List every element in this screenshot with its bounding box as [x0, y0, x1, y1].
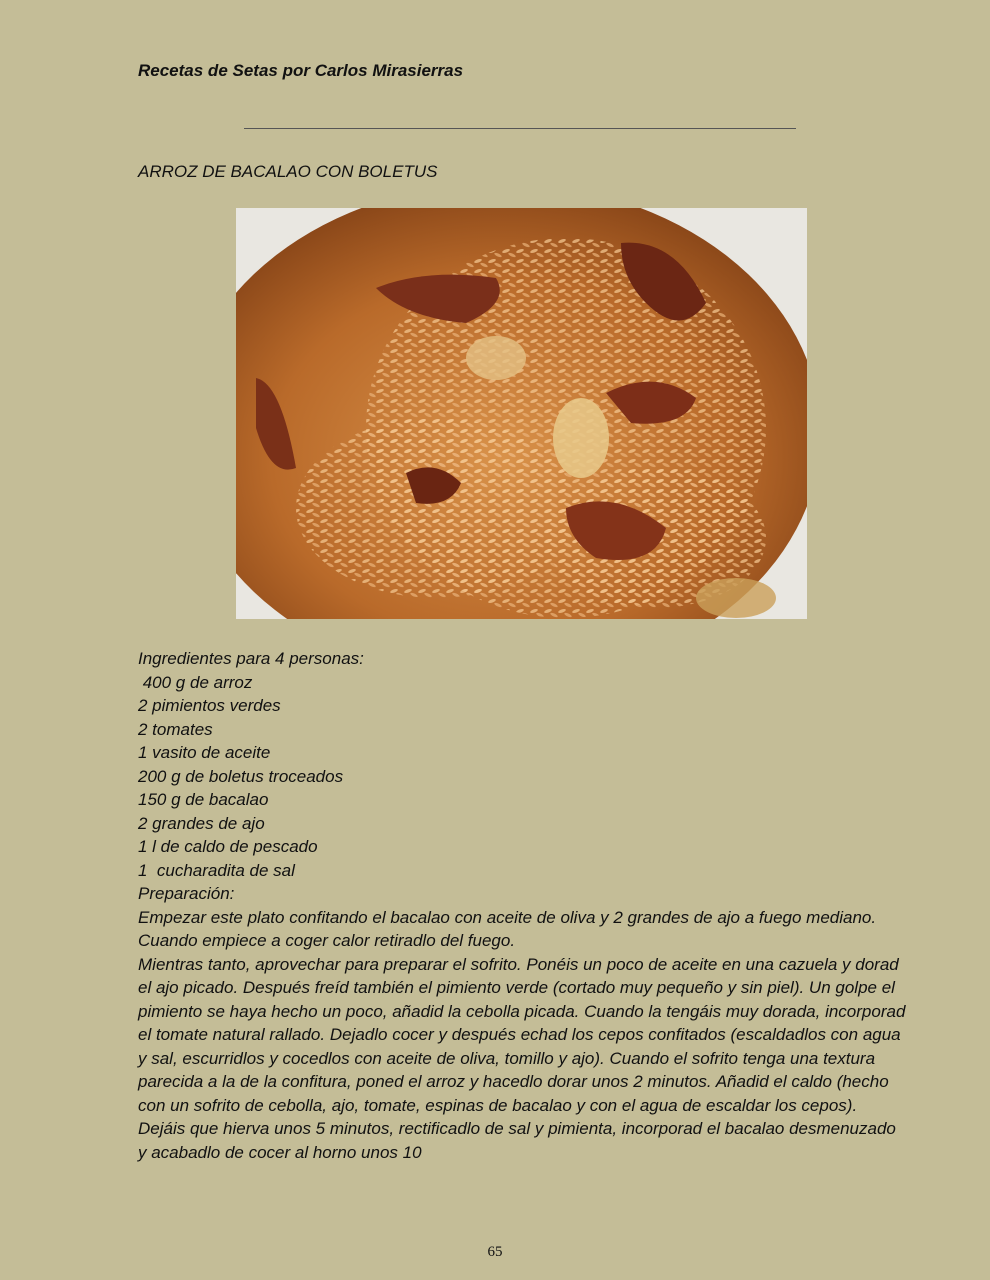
preparation-heading: Preparación:	[138, 884, 235, 903]
ingredient-item: 2 pimientos verdes	[138, 696, 281, 715]
preparation-paragraph: Mientras tanto, aprovechar para preparar el sofrito. Ponéis un poco de aceite en una cazuela y dorad el ajo picado. Después freíd también el pimiento verde (cortado muy pequeño y sin piel). Un golpe el pimiento se haya hecho un poco, añadid la cebolla picada. Cuando la tengáis muy dorada, incorporad el tomate natural rallado. Dejadlo cocer y después echad los cepos confitados (escaldadlos con agua y sal, escurridlos y cocedlos con aceite de oliva, tomillo y ajo). Cuando el sofrito tenga una textura parecida a la de la confitura, poned el arroz y hacedlo dorar unos 2 minutos. Añadid el caldo (hecho con un sofrito de cebolla, ajo, tomate, espinas de bacalao y con el agua de escaldar los cepos). Dejáis que hierva unos 5 minutos, rectificadlo de sal y pimienta, incorporad el bacalao desmenuzado y acabadlo de cocer al horno unos 10	[138, 954, 906, 1162]
ingredients-heading: Ingredientes para 4 personas:	[138, 649, 364, 668]
document-header-title: Recetas de Setas por Carlos Mirasierras	[138, 61, 464, 80]
ingredient-item: 2 tomates	[138, 719, 213, 739]
separator-line	[244, 128, 796, 129]
ingredient-item: 200 g de boletus troceados	[138, 766, 344, 786]
ingredient-item: 400 g de arroz	[138, 672, 253, 692]
ingredient-item: 1 l de caldo de pescado	[138, 837, 318, 856]
recipe-body	[138, 647, 908, 1164]
recipe-photo	[236, 208, 807, 619]
ingredient-item: 150 g de bacalao	[138, 790, 269, 809]
page-number: 65	[487, 1244, 503, 1260]
ingredient-item: 1 cucharadita de sal	[138, 860, 295, 880]
ingredient-item: 1 vasito de aceite	[138, 743, 271, 762]
ingredient-item: 2 grandes de ajo	[138, 813, 265, 833]
recipe-title: ARROZ DE BACALAO CON BOLETUS	[138, 162, 438, 181]
preparation-paragraph: Empezar este plato confitando el bacalao con aceite de oliva y 2 grandes de ajo a fuego mediano. Cuando empiece a coger calor retiradlo del fuego.	[138, 907, 877, 950]
